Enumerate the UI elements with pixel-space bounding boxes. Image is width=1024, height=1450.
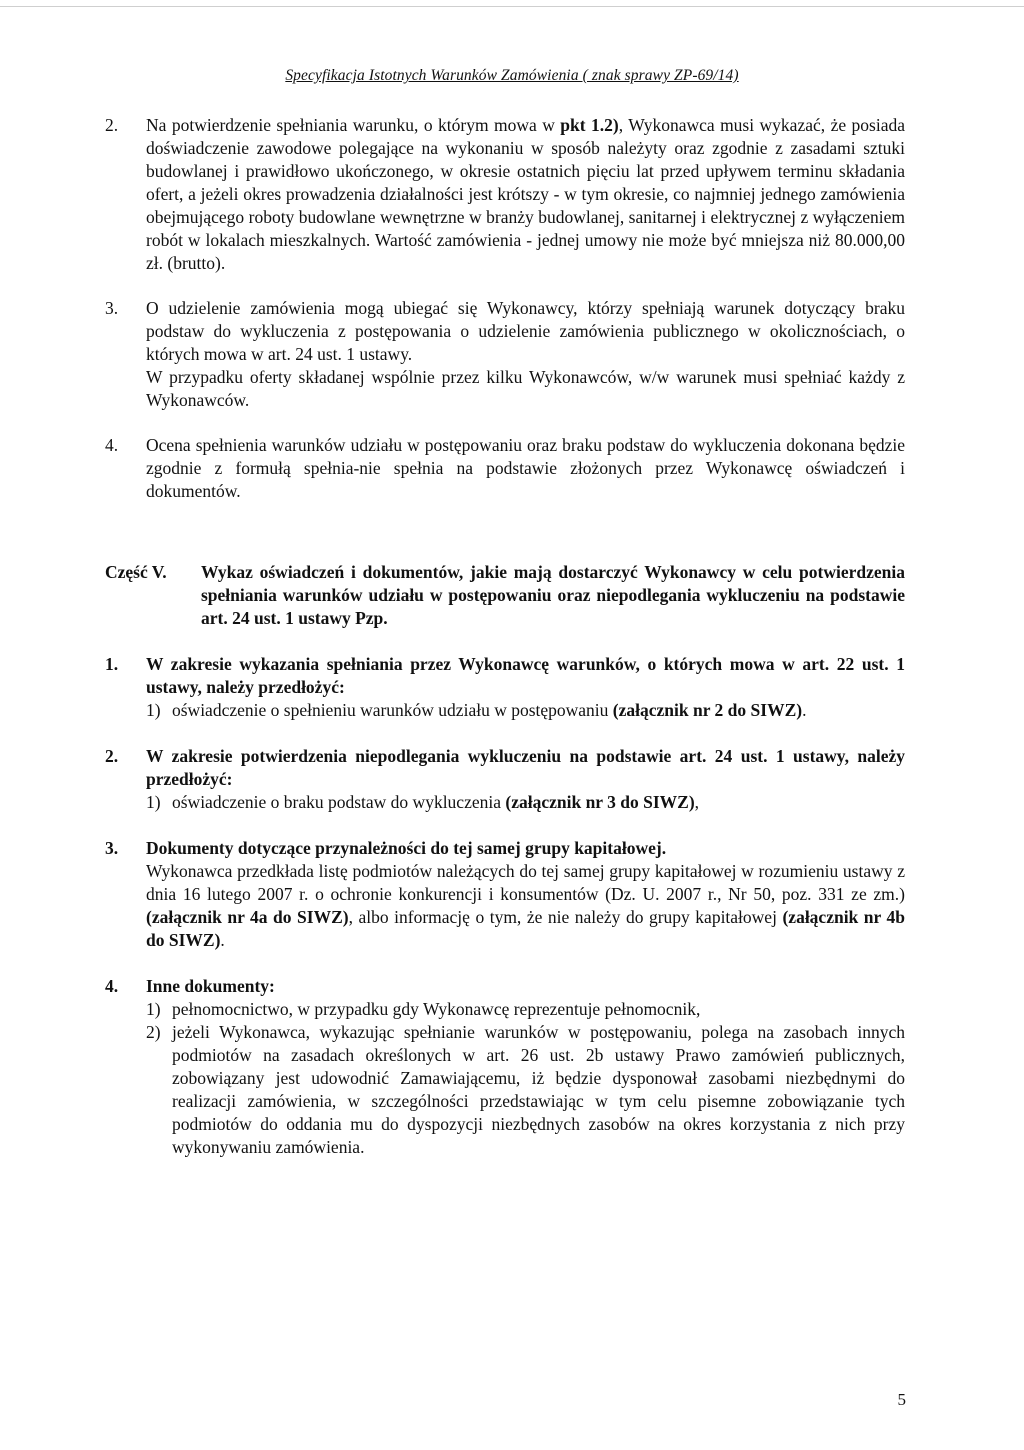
point-1	[105, 653, 905, 722]
page-number: 5	[897, 1390, 906, 1409]
section-number: 3.	[105, 298, 119, 318]
point-2-subitem: 1) oświadczenie o braku podstaw do wykluczenia (załącznik nr 3 do SIWZ),	[146, 792, 700, 812]
section-number: 2.	[105, 115, 119, 135]
point-3-text: Wykonawca przedkłada listę podmiotów należących do tej samej grupy kapitałowej w rozumieniu ustawy z dnia 16 lutego 2007 r. o ochronie konkurencji i konsumentów (Dz. U. 2007 r., Nr 50, poz. 331 ze zm.) (załącznik nr 4a do SIWZ), albo informację o tym, że nie należy do grupy kapitałowej (załącznik nr 4b do SIWZ).	[146, 861, 905, 950]
section-number: 4.	[105, 435, 119, 455]
point-2	[105, 745, 905, 814]
point-1-subitem: 1) oświadczenie o spełnieniu warunków udziału w postępowaniu (załącznik nr 2 do SIWZ).	[146, 700, 807, 720]
part-title: Wykaz oświadczeń i dokumentów, jakie mają dostarczyć Wykonawcy w celu potwierdzenia spełniania warunków udziału w postępowaniu oraz niepodlegania wykluczeniu na podstawie art. 24 ust. 1 ustawy Pzp.	[201, 562, 905, 628]
point-number: 3.	[105, 838, 119, 858]
point-4	[105, 975, 905, 1159]
top-rule	[0, 6, 1024, 7]
point-2-title: W zakresie potwierdzenia niepodlegania wykluczeniu na podstawie art. 24 ust. 1 ustawy, należy przedłożyć:	[146, 746, 905, 789]
point-4-subitem-2: 2) jeżeli Wykonawca, wykazując spełnianie warunków w postępowaniu, polega na zasobach innych podmiotów na zasadach określonych w art. 26 ust. 2b ustawy Prawo zamówień publicznych, zobowiązany jest udowodnić Zamawiającemu, iż będzie dysponował zasobami niezbędnymi do realizacji zamówienia, w szczególności przedstawiając w tym celu pisemne zobowiązanie tych podmiotów do oddania mu do dyspozycji niezbędnych zasobów na okres korzystania z nich przy wykonywaniu zamówienia.	[146, 1022, 905, 1157]
point-3-title: Dokumenty dotyczące przynależności do tej samej grupy kapitałowej.	[146, 838, 667, 858]
point-number: 1.	[105, 654, 119, 674]
section-3	[105, 297, 905, 412]
running-header: Specyfikacja Istotnych Warunków Zamówienia ( znak sprawy ZP-69/14)	[285, 67, 739, 84]
section-4	[105, 434, 905, 503]
section-2-text: Na potwierdzenie spełniania warunku, o którym mowa w pkt 1.2), Wykonawca musi wykazać, że posiada doświadczenie zawodowe polegające na wykonaniu w sposób należyty oraz zgodnie z zasadami sztuki budowlanej i prawidłowo ukończonego, w okresie ostatnich pięciu lat przed upływem terminu składania ofert, a jeżeli okres prowadzenia działalności jest krótszy - w tym okresie, co najmniej jednego zamówienia obejmującego roboty budowlane wewnętrzne w branży budowlanej, sanitarnej i elektrycznej z wyłączeniem robót w lokalach mieszkalnych. Wartość zamówienia - jednej umowy nie może być mniejsza niż 80.000,00 zł. (brutto).	[146, 115, 905, 273]
section-4-text: Ocena spełnienia warunków udziału w postępowaniu oraz braku podstaw do wykluczenia dokonana będzie zgodnie z formułą spełnia-nie spełnia na podstawie złożonych przez Wykonawcę oświadczeń i dokumentów.	[146, 435, 905, 501]
point-4-title: Inne dokumenty:	[146, 976, 275, 996]
document-body	[105, 114, 905, 1159]
section-2	[105, 114, 905, 275]
point-1-title: W zakresie wykazania spełniania przez Wykonawcę warunków, o których mowa w art. 22 ust. 1 ustawy, należy przedłożyć:	[146, 654, 905, 697]
point-number: 2.	[105, 746, 119, 766]
part-5-heading	[105, 561, 905, 630]
section-3-text: O udzielenie zamówienia mogą ubiegać się Wykonawcy, którzy spełniają warunek dotyczący braku podstaw do wykluczenia z postępowania o udzielenie zamówienia publicznego w okolicznościach, o których mowa w art. 24 ust. 1 ustawy.	[146, 298, 905, 364]
part-label: Część V.	[105, 562, 167, 582]
point-3	[105, 837, 905, 952]
point-4-subitem-1: 1) pełnomocnictwo, w przypadku gdy Wykonawcę reprezentuje pełnomocnik,	[146, 999, 701, 1019]
point-number: 4.	[105, 976, 119, 996]
section-3-text-2: W przypadku oferty składanej wspólnie przez kilku Wykonawców, w/w warunek musi spełniać każdy z Wykonawców.	[146, 367, 905, 410]
